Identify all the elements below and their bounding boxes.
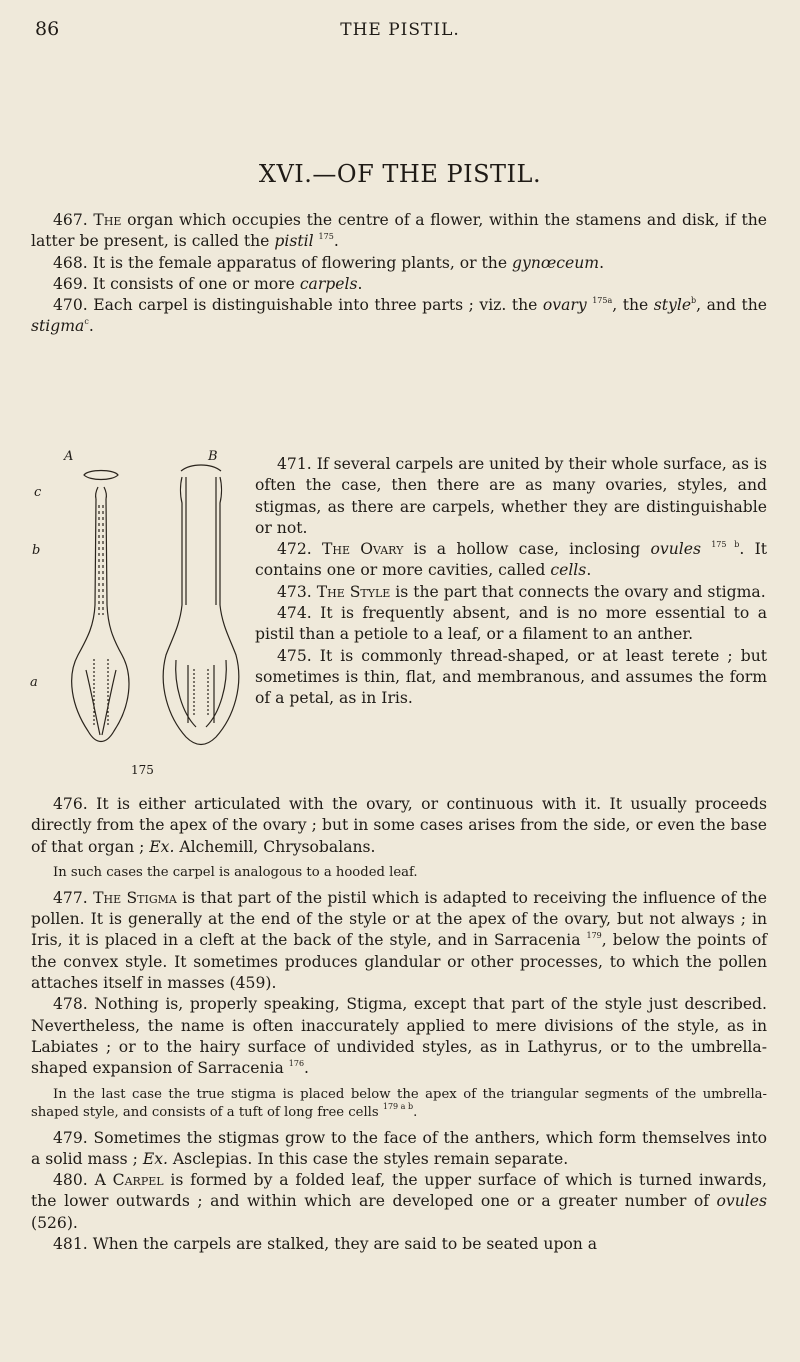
text-block-bottom bbox=[31, 794, 767, 1255]
note-hooded-leaf: In such cases the carpel is analogous to a hooded leaf. bbox=[53, 864, 418, 880]
figure-label-c: c bbox=[34, 485, 42, 500]
paragraph-476: 476. It is either articulated with the ovary, or continuous with it. It usually proceeds directly from the apex of the ovary ; but in some cases arises from the side, or even the base of that organ ; Ex. Alchemill, Chrysobalans. bbox=[31, 795, 767, 856]
paragraph-469: 469. It consists of one or more carpels. bbox=[53, 274, 363, 293]
figure-label-B: B bbox=[208, 449, 218, 464]
paragraph-471: 471. If several carpels are united by their whole surface, as is often the case, then there are as many ovaries, styles, and stigmas, as there are carpels, whether they are distinguishable or not. bbox=[255, 455, 767, 537]
paragraph-468: 468. It is the female apparatus of flowering plants, or the gynœceum. bbox=[53, 253, 605, 272]
paragraph-474: 474. It is frequently absent, and is no more essential to a pistil than a petiole to a leaf, or a filament to an anther. bbox=[255, 604, 767, 644]
paragraph-470: 470. Each carpel is distinguishable into three parts ; viz. the ovary $^{175a}$, the style$^b$, and the stigma$^c$. bbox=[31, 296, 767, 336]
chapter-title: XVI.—OF THE PISTIL. bbox=[258, 160, 542, 188]
paragraph-472: 472. The Ovary is a hollow case, inclosing ovules $^{175 b}$. It contains one or more cavities, called cells. bbox=[255, 540, 768, 580]
text-block-beside-figure bbox=[255, 454, 767, 710]
figure-175-pistil-illustration bbox=[30, 449, 240, 785]
figure-number: 175 bbox=[131, 763, 154, 777]
figure-label-a: a bbox=[30, 675, 38, 690]
text-block-top bbox=[31, 210, 767, 338]
paragraph-480: 480. A Carpel is formed by a folded leaf, the upper surface of which is turned inwards, the lower outwards ; and within which are developed one or a greater number of ovules (526). bbox=[31, 1171, 767, 1232]
pistil-drawing bbox=[36, 455, 240, 755]
figure-label-A: A bbox=[64, 449, 74, 464]
paragraph-473: 473. The Style is the part that connects the ovary and stigma. bbox=[277, 582, 766, 601]
page-number: 86 bbox=[35, 18, 60, 40]
paragraph-481: 481. When the carpels are stalked, they are said to be seated upon a bbox=[53, 1235, 598, 1254]
paragraph-477: 477. The Stigma is that part of the pistil which is adapted to receiving the influence of the pollen. It is generally at the end of the style or at the apex of the ovary, but not always ; in Iris, it is placed in a cleft at the back of the style, and in Sarracenia $^{179}$, below the points of the convex style. It sometimes produces glandular or other processes, to which the pollen attaches itself in masses (459). bbox=[31, 888, 767, 993]
paragraph-478: 478. Nothing is, properly speaking, Stigma, except that part of the style just described. Nevertheless, the name is often inaccurately applied to mere divisions of the style, as in Labiates ; or to the hairy surface of undivided styles, as in Lathyrus, or to the umbrella-shaped expansion of Sarracenia $^{176}$. bbox=[31, 995, 767, 1078]
figure-label-b: b bbox=[32, 543, 41, 558]
note-sarracenia-stigma: In the last case the true stigma is placed below the apex of the triangular segments of the umbrella-shaped style, and consists of a tuft of long free cells $^{179 a b}$. bbox=[31, 1086, 767, 1120]
paragraph-467: 467. The organ which occupies the centre of a flower, within the stamens and disk, if the latter be present, is called the pistil $^{175}$. bbox=[31, 211, 767, 251]
paragraph-475: 475. It is commonly thread-shaped, or at least terete ; but sometimes is thin, flat, and membranous, and assumes the form of a petal, as in Iris. bbox=[255, 646, 767, 708]
running-title: THE PISTIL. bbox=[340, 20, 460, 40]
paragraph-479: 479. Sometimes the stigmas grow to the face of the anthers, which form themselves into a solid mass ; Ex. Asclepias. In this case the styles remain separate. bbox=[31, 1128, 767, 1168]
